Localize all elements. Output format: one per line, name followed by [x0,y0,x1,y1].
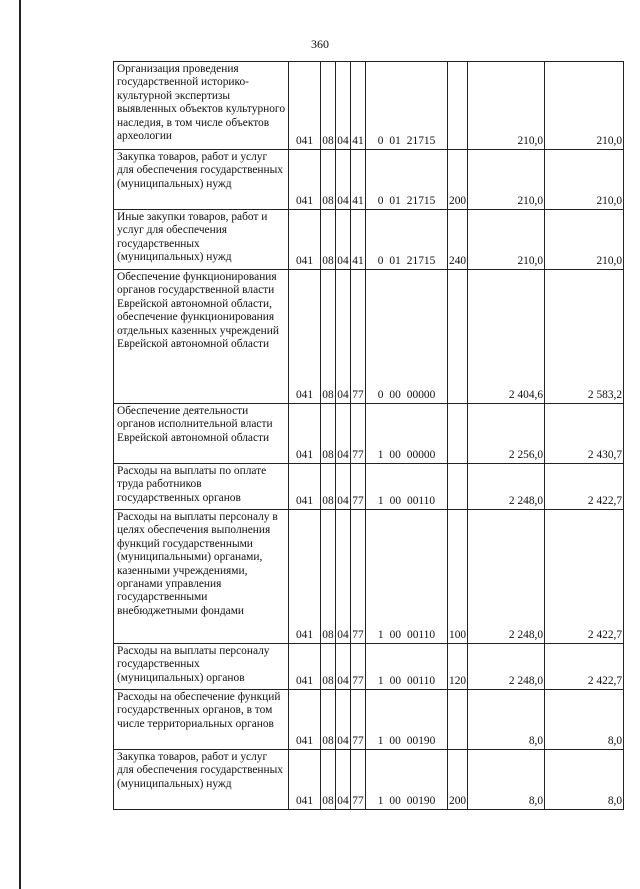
section-code: 08 [321,690,336,750]
amount-year2: 210,0 [545,210,624,270]
ministry-code: 041 [289,62,321,150]
main-event-code: 00 [389,795,401,808]
expense-type-code: 240 [448,210,468,270]
table-row [114,404,624,464]
row-name: Обеспечение функционирования органов государственной власти Еврейской автономной области, обеспечение функционирования отдельных казенных учреждений Еврейской автономной области [114,270,289,404]
main-event-code: 01 [389,135,401,148]
expense-type-code: 200 [448,750,468,810]
subprogram-code: 0 [377,389,384,402]
program-code: 41 [351,62,366,150]
subsection-code: 04 [336,644,351,690]
target-article-code [366,750,448,810]
amount-year2: 2 583,2 [545,270,624,404]
table-row [114,270,624,404]
main-event-code: 00 [389,389,401,402]
expense-type-code [448,690,468,750]
amount-year1: 2 404,6 [468,270,545,404]
row-name: Обеспечение деятельности органов исполнительной власти Еврейской автономной области [114,404,289,464]
amount-year1: 210,0 [468,150,545,210]
subprogram-code: 1 [377,795,384,808]
expense-type-code: 100 [448,510,468,644]
target-article-code [366,644,448,690]
amount-year2: 8,0 [545,690,624,750]
direction-code: 21715 [406,255,436,268]
subprogram-code: 1 [377,735,384,748]
amount-year2: 210,0 [545,150,624,210]
section-code: 08 [321,62,336,150]
expense-type-code [448,270,468,404]
amount-year1: 210,0 [468,62,545,150]
program-code: 77 [351,750,366,810]
section-code: 08 [321,510,336,644]
main-event-code: 00 [389,629,402,642]
program-code: 77 [351,270,366,404]
row-name: Закупка товаров, работ и услуг для обеспечения государственных (муниципальных) нужд [114,150,289,210]
target-article-code [366,464,448,510]
program-code: 77 [351,690,366,750]
main-event-code: 00 [389,495,402,508]
subprogram-code: 0 [377,195,384,208]
ministry-code: 041 [289,404,321,464]
amount-year1: 2 248,0 [468,510,545,644]
amount-year1: 8,0 [468,750,545,810]
target-article-code [366,404,448,464]
direction-code: 00000 [406,449,436,462]
main-event-code: 00 [389,675,402,688]
row-name: Иные закупки товаров, работ и услуг для обеспечения государственных (муниципальных) нужд [114,210,289,270]
subprogram-code: 0 [377,135,384,148]
main-event-code: 01 [389,255,401,268]
main-event-code: 00 [389,735,401,748]
subsection-code: 04 [336,62,351,150]
row-name: Расходы на выплаты персоналу государственных (муниципальных) органов [114,644,289,690]
row-name: Организация проведения государственной историко-культурной экспертизы выявленных объектов культурного наследия, в том числе объектов археологии [114,62,289,150]
target-article-code [366,210,448,270]
section-code: 08 [321,644,336,690]
amount-year1: 2 248,0 [468,644,545,690]
expense-type-code [448,464,468,510]
target-article-code [366,270,448,404]
amount-year2: 8,0 [545,750,624,810]
subprogram-code: 1 [377,495,384,508]
section-code: 08 [321,210,336,270]
subsection-code: 04 [336,510,351,644]
target-article-code [366,62,448,150]
table-row [114,690,624,750]
subsection-code: 04 [336,150,351,210]
expense-type-code: 120 [448,644,468,690]
program-code: 77 [351,404,366,464]
row-name: Расходы на обеспечение функций государственных органов, в том числе территориальных органов [114,690,289,750]
table-row [114,62,624,150]
ministry-code: 041 [289,750,321,810]
target-article-code [366,510,448,644]
target-article-code [366,690,448,750]
subsection-code: 04 [336,270,351,404]
amount-year2: 2 422,7 [545,464,624,510]
subprogram-code: 1 [377,629,384,642]
row-name: Закупка товаров, работ и услуг для обеспечения государственных (муниципальных) нужд [114,750,289,810]
direction-code: 00110 [407,495,436,508]
budget-table [113,61,624,810]
section-code: 08 [321,464,336,510]
direction-code: 00110 [407,629,436,642]
ministry-code: 041 [289,270,321,404]
table-row [114,750,624,810]
subprogram-code: 0 [377,255,384,268]
ministry-code: 041 [289,210,321,270]
direction-code: 21715 [406,195,436,208]
left-margin-rule [19,0,21,889]
expense-type-code: 200 [448,150,468,210]
direction-code: 00190 [406,795,436,808]
table-row [114,644,624,690]
direction-code: 00190 [406,735,436,748]
ministry-code: 041 [289,510,321,644]
section-code: 08 [321,750,336,810]
subsection-code: 04 [336,210,351,270]
amount-year2: 2 430,7 [545,404,624,464]
section-code: 08 [321,270,336,404]
ministry-code: 041 [289,150,321,210]
subprogram-code: 1 [377,675,384,688]
direction-code: 00000 [406,389,436,402]
main-event-code: 00 [389,449,401,462]
subsection-code: 04 [336,404,351,464]
expense-type-code [448,62,468,150]
ministry-code: 041 [289,464,321,510]
program-code: 77 [351,644,366,690]
table-row [114,510,624,644]
expense-type-code [448,404,468,464]
table-row [114,210,624,270]
direction-code: 21715 [406,135,436,148]
amount-year2: 2 422,7 [545,644,624,690]
amount-year1: 8,0 [468,690,545,750]
table-row [114,150,624,210]
amount-year2: 210,0 [545,62,624,150]
amount-year1: 2 256,0 [468,404,545,464]
amount-year1: 210,0 [468,210,545,270]
section-code: 08 [321,150,336,210]
ministry-code: 041 [289,690,321,750]
subprogram-code: 1 [377,449,384,462]
program-code: 77 [351,464,366,510]
subsection-code: 04 [336,690,351,750]
amount-year1: 2 248,0 [468,464,545,510]
section-code: 08 [321,404,336,464]
program-code: 41 [351,150,366,210]
program-code: 41 [351,210,366,270]
program-code: 77 [351,510,366,644]
page-number: 360 [311,37,329,51]
row-name: Расходы на выплаты персоналу в целях обеспечения выполнения функций государственными (муниципальными) органами, казенными учреждениями, органами управления государственными внебюджетными фондами [114,510,289,644]
ministry-code: 041 [289,644,321,690]
main-event-code: 01 [389,195,401,208]
table-row [114,464,624,510]
amount-year2: 2 422,7 [545,510,624,644]
subsection-code: 04 [336,750,351,810]
target-article-code [366,150,448,210]
subsection-code: 04 [336,464,351,510]
row-name: Расходы на выплаты по оплате труда работников государственных органов [114,464,289,510]
direction-code: 00110 [407,675,436,688]
